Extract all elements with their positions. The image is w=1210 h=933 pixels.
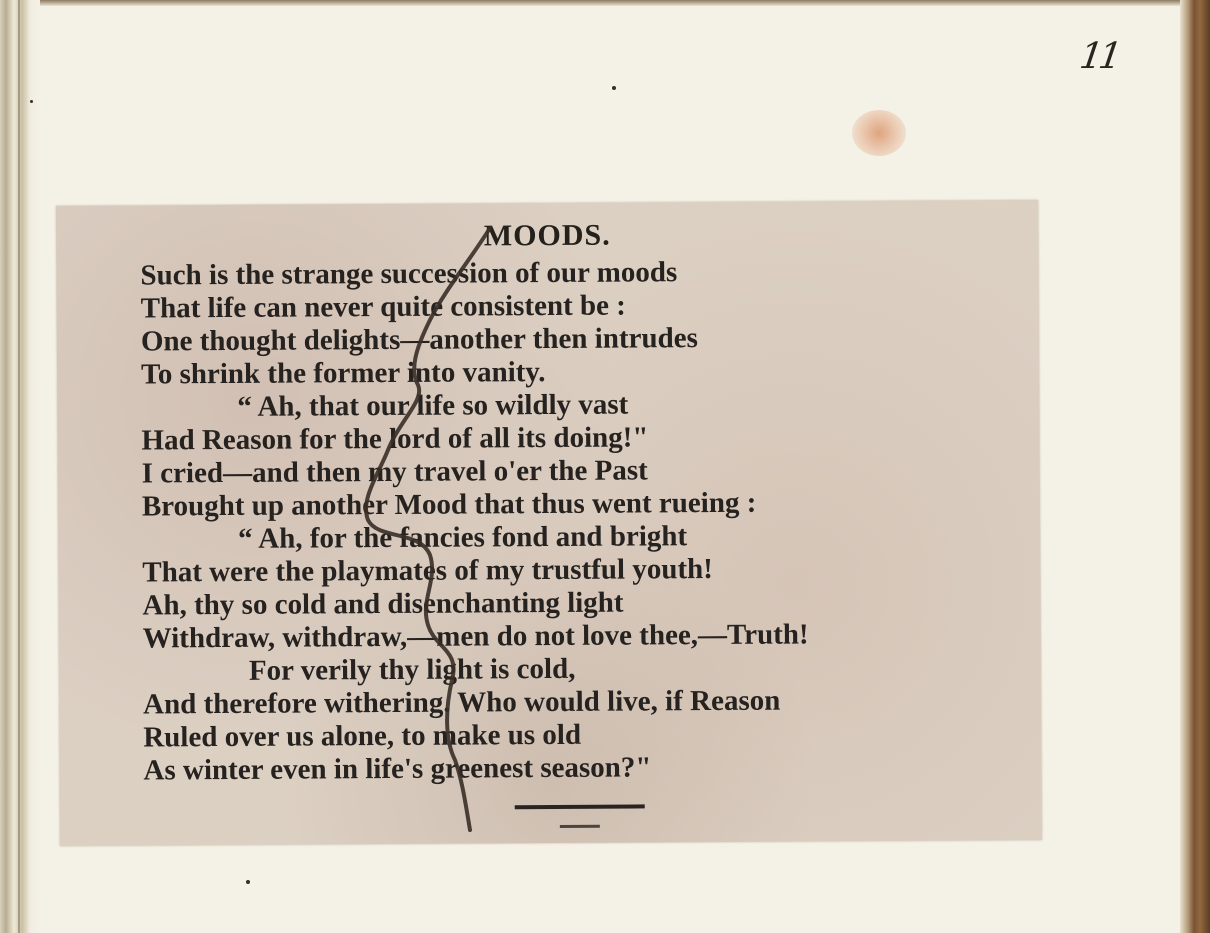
poem-line: “ Ah, that our life so wildly vast [237, 388, 629, 423]
newspaper-clipping [56, 200, 1042, 846]
poem-line: One thought delights—another then intrudes [140, 322, 698, 358]
poem-line: To shrink the former into vanity. [140, 356, 546, 391]
poem-title: MOODS. [483, 218, 611, 253]
paper-speck [246, 880, 250, 884]
page-top-edge [0, 0, 1210, 6]
poem-line: Brought up another Mood that thus went rueing : [141, 486, 757, 523]
paper-stain [852, 110, 906, 156]
poem-line: I cried—and then my travel o'er the Past [141, 454, 648, 490]
poem-line: Withdraw, withdraw,—men do not love thee,—Truth! [142, 618, 809, 655]
poem-line: “ Ah, for the fancies fond and bright [237, 520, 688, 555]
paper-speck [30, 100, 33, 103]
left-binding-edge [0, 0, 40, 933]
poem-lines [140, 254, 1023, 787]
end-rule [515, 804, 645, 809]
poem-line: Ruled over us alone, to make us old [143, 718, 582, 754]
poem-line: That were the playmates of my trustful youth! [142, 553, 713, 589]
poem-line: And therefore withering. Who would live, if Reason [143, 684, 781, 721]
poem-line: That life can never quite consistent be : [140, 289, 626, 325]
page-number: 11 [1077, 36, 1121, 77]
poem-line: For verily thy light is cold, [248, 652, 576, 687]
binding-line [18, 0, 20, 933]
poem-line: Such is the strange succession of our moods [140, 256, 678, 292]
poem-line: As winter even in life's greenest season?" [143, 751, 652, 787]
poem-line: Had Reason for the lord of all its doing!" [141, 421, 649, 457]
end-rule-small [560, 825, 600, 828]
poem-line: Ah, thy so cold and disenchanting light [142, 586, 624, 622]
paper-speck [612, 86, 616, 90]
right-book-edge [1180, 0, 1210, 933]
